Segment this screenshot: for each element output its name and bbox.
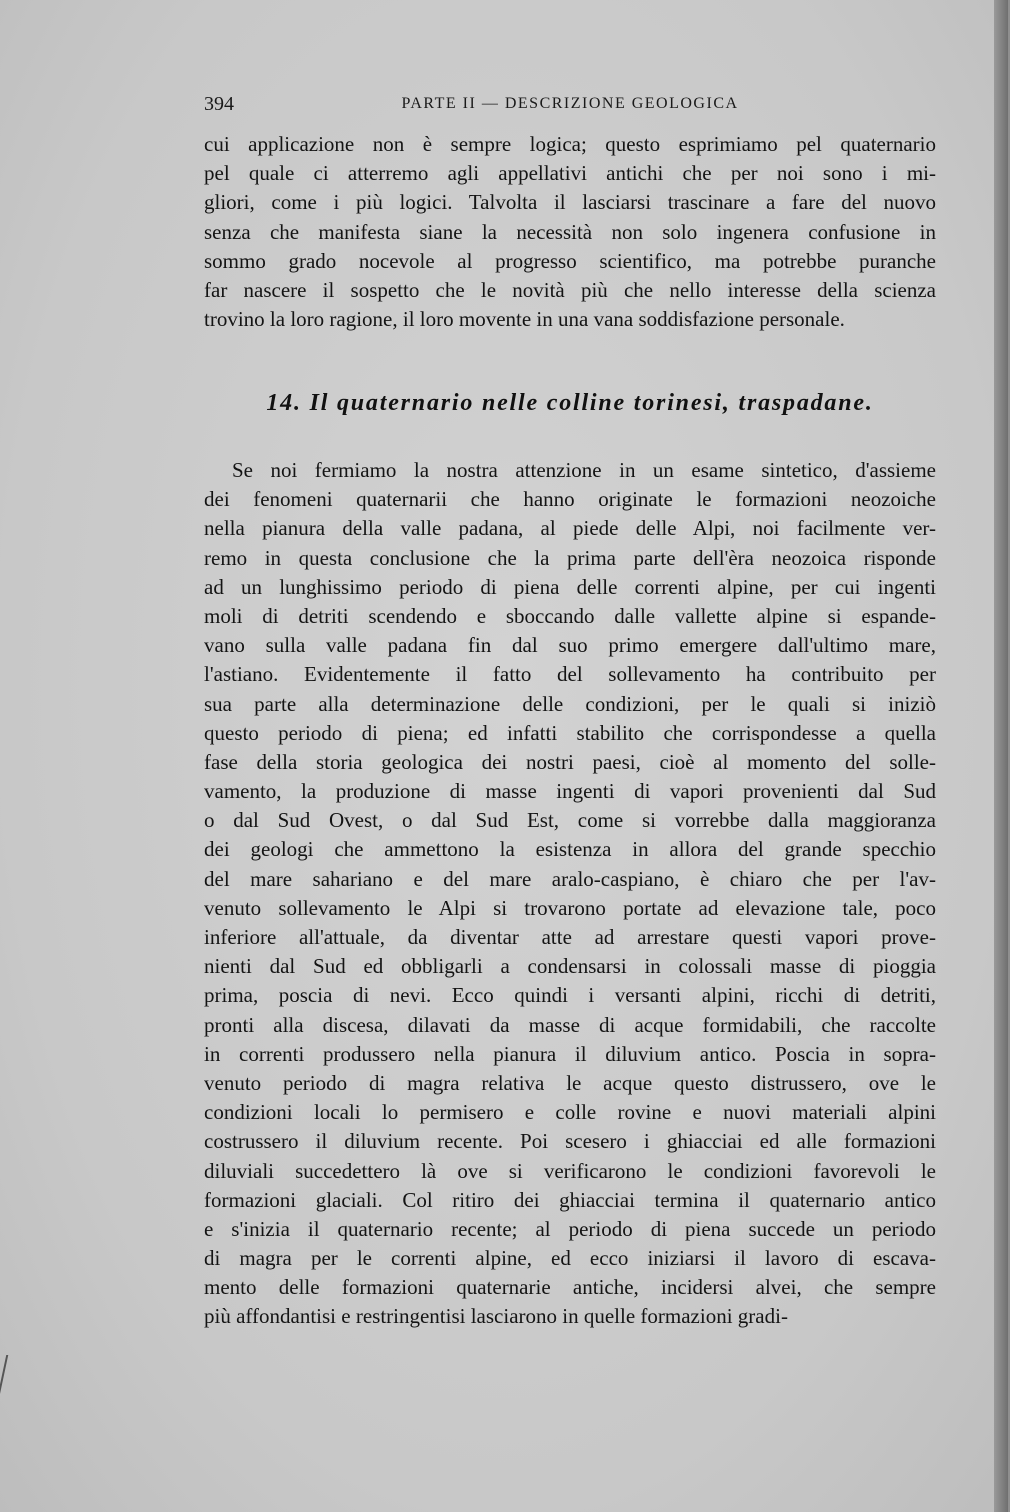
page-header <box>204 93 936 119</box>
section-number: 14. <box>266 390 302 416</box>
text-line: venuto periodo di magra relativa le acque questo distrussero, ove le <box>204 1070 936 1095</box>
section-title-text: Il quaternario nelle colline torinesi, traspadane. <box>309 390 874 416</box>
page-edge-shadow <box>994 0 1008 1512</box>
text-line: questo periodo di piena; ed infatti stabilito che corrispondesse a quella <box>204 720 936 745</box>
text-line: in correnti produssero nella pianura il diluvium antico. Poscia in sopra- <box>204 1041 936 1066</box>
continued-paragraph <box>204 130 936 334</box>
text-line: venuto sollevamento le Alpi si trovarono portate ad elevazione tale, poco <box>204 895 936 920</box>
text-line: più affondantisi e restringentisi lasciarono in quelle formazioni gradi- <box>204 1304 788 1329</box>
text-line: diluviali succedettero là ove si verificarono le condizioni favorevoli le <box>204 1158 936 1183</box>
text-line: ad un lunghissimo periodo di piena delle correnti alpine, per cui ingenti <box>204 574 936 599</box>
text-line: vano sulla valle padana fin dal suo primo emergere dall'ultimo mare, <box>204 633 936 658</box>
text-line: vamento, la produzione di masse ingenti di vapori provenienti dal Sud <box>204 779 936 804</box>
text-line: pronti alla discesa, dilavati da masse di acque formidabili, che raccolte <box>204 1012 936 1037</box>
text-line: sommo grado nocevole al progresso scientifico, ma potrebbe puranche <box>204 248 936 273</box>
text-line: condizioni locali lo permisero e colle rovine e nuovi materiali alpini <box>204 1100 936 1125</box>
text-line: gliori, come i più logici. Talvolta il lasciarsi trascinare a fare del nuovo <box>204 190 936 215</box>
text-line: mento delle formazioni quaternarie antiche, incidersi alvei, che sempre <box>204 1275 936 1300</box>
text-line: prima, poscia di nevi. Ecco quindi i versanti alpini, ricchi di detriti, <box>204 983 936 1008</box>
margin-mark <box>0 1355 16 1395</box>
section-paragraph <box>204 456 936 1332</box>
text-line: dei fenomeni quaternarii che hanno originate le formazioni neozoiche <box>204 487 936 512</box>
text-line: nienti dal Sud ed obbligarli a condensarsi in colossali masse di pioggia <box>204 954 936 979</box>
text-line: dei geologi che ammettono la esistenza in allora del grande specchio <box>204 837 936 862</box>
text-line: cui applicazione non è sempre logica; questo esprimiamo pel quaternario <box>204 132 936 156</box>
section-heading <box>204 390 936 417</box>
running-head: PARTE II — DESCRIZIONE GEOLOGICA <box>401 95 739 112</box>
text-line: trovino la loro ragione, il loro movente in una vana soddisfazione personale. <box>204 307 845 332</box>
text-line: remo in questa conclusione che la prima parte dell'èra neozoica risponde <box>204 545 936 570</box>
text-line: fase della storia geologica dei nostri paesi, cioè al momento del solle- <box>204 749 936 774</box>
text-line: e s'inizia il quaternario recente; al periodo di piena succede un periodo <box>204 1216 936 1241</box>
text-line: Se noi fermiamo la nostra attenzione in un esame sintetico, d'assieme <box>232 458 936 482</box>
text-line: sua parte alla determinazione delle condizioni, per le quali si iniziò <box>204 691 936 716</box>
text-line: inferiore all'attuale, da diventar atte ad arrestare questi vapori prove- <box>204 925 936 949</box>
page-number: 394 <box>204 93 234 115</box>
text-line: senza che manifesta siane la necessità non solo ingenera confusione in <box>204 219 936 244</box>
text-line: nella pianura della valle padana, al piede delle Alpi, noi facilmente ver- <box>204 516 936 541</box>
text-line: pel quale ci atterremo agli appellativi antichi che per noi sono i mi- <box>204 161 936 186</box>
text-line: formazioni glaciali. Col ritiro dei ghiacciai termina il quaternario antico <box>204 1187 936 1212</box>
text-line: di magra per le correnti alpine, ed ecco iniziarsi il lavoro di escava- <box>204 1246 936 1271</box>
text-line: far nascere il sospetto che le novità più che nello interesse della scienza <box>204 277 936 302</box>
text-line: costrussero il diluvium recente. Poi scesero i ghiacciai ed alle formazioni <box>204 1129 936 1154</box>
text-line: del mare sahariano e del mare aralo-caspiano, è chiaro che per l'av- <box>204 866 936 891</box>
text-line: o dal Sud Ovest, o dal Sud Est, come si vorrebbe dalla maggioranza <box>204 808 936 833</box>
text-line: l'astiano. Evidentemente il fatto del sollevamento ha contribuito per <box>204 662 936 687</box>
text-line: moli di detriti scendendo e sboccando dalle vallette alpine si espande- <box>204 603 936 628</box>
